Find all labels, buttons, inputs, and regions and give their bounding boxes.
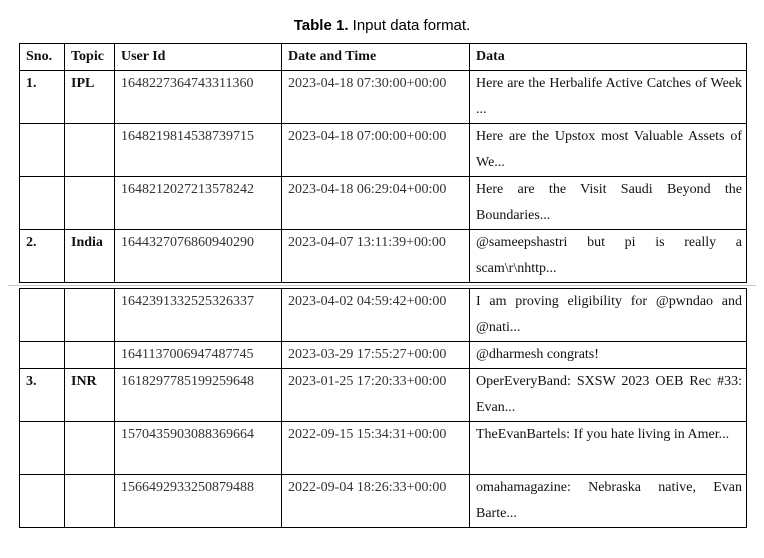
cell-sno bbox=[20, 342, 65, 369]
cell-date-time: 2023-04-18 06:29:04+00:00 bbox=[282, 177, 470, 230]
cell-date-time: 2023-01-25 17:20:33+00:00 bbox=[282, 369, 470, 422]
caption-text: Input data format. bbox=[348, 17, 471, 34]
data-table-part-2 bbox=[19, 288, 747, 528]
cell-date-time: 2023-04-02 04:59:42+00:00 bbox=[282, 289, 470, 342]
table-row bbox=[20, 289, 747, 342]
cell-topic bbox=[65, 475, 115, 528]
header-topic: Topic bbox=[65, 44, 115, 71]
cell-topic bbox=[65, 342, 115, 369]
cell-user-id: 1648212027213578242 bbox=[115, 177, 282, 230]
table-row bbox=[20, 230, 747, 283]
table-row bbox=[20, 124, 747, 177]
cell-sno bbox=[20, 124, 65, 177]
cell-data: @sameepshastri but pi is really a scam\r\nhttp... bbox=[470, 230, 747, 283]
cell-data: omahamagazine: Nebraska native, Evan Barte... bbox=[470, 475, 747, 528]
cell-date-time: 2022-09-04 18:26:33+00:00 bbox=[282, 475, 470, 528]
cell-user-id: 1644327076860940290 bbox=[115, 230, 282, 283]
cell-user-id: 1648219814538739715 bbox=[115, 124, 282, 177]
cell-user-id: 1642391332525326337 bbox=[115, 289, 282, 342]
cell-user-id: 1566492933250879488 bbox=[115, 475, 282, 528]
header-user-id: User Id bbox=[115, 44, 282, 71]
table-caption bbox=[0, 17, 764, 34]
cell-data: @dharmesh congrats! bbox=[470, 342, 747, 369]
cell-sno: 3. bbox=[20, 369, 65, 422]
cell-date-time: 2023-04-18 07:00:00+00:00 bbox=[282, 124, 470, 177]
cell-user-id: 1641137006947487745 bbox=[115, 342, 282, 369]
table-row bbox=[20, 342, 747, 369]
header-data: Data bbox=[470, 44, 747, 71]
cell-date-time: 2023-03-29 17:55:27+00:00 bbox=[282, 342, 470, 369]
cell-topic bbox=[65, 177, 115, 230]
cell-data: Here are the Visit Saudi Beyond the Boundaries... bbox=[470, 177, 747, 230]
cell-topic bbox=[65, 422, 115, 475]
cell-date-time: 2023-04-07 13:11:39+00:00 bbox=[282, 230, 470, 283]
page-divider bbox=[8, 285, 756, 286]
cell-sno bbox=[20, 289, 65, 342]
data-table-part-1 bbox=[19, 43, 747, 283]
table-row bbox=[20, 369, 747, 422]
table-row bbox=[20, 475, 747, 528]
header-date-time: Date and Time bbox=[282, 44, 470, 71]
table-header-row bbox=[20, 44, 747, 71]
cell-data: TheEvanBartels: If you hate living in Amer... bbox=[470, 422, 747, 475]
cell-user-id: 1618297785199259648 bbox=[115, 369, 282, 422]
cell-data: Here are the Herbalife Active Catches of Week ... bbox=[470, 71, 747, 124]
cell-sno bbox=[20, 177, 65, 230]
cell-topic: INR bbox=[65, 369, 115, 422]
cell-user-id: 1570435903088369664 bbox=[115, 422, 282, 475]
cell-date-time: 2022-09-15 15:34:31+00:00 bbox=[282, 422, 470, 475]
cell-data: Here are the Upstox most Valuable Assets of We... bbox=[470, 124, 747, 177]
cell-data: OperEveryBand: SXSW 2023 OEB Rec #33: Evan... bbox=[470, 369, 747, 422]
cell-date-time: 2023-04-18 07:30:00+00:00 bbox=[282, 71, 470, 124]
cell-data: I am proving eligibility for @pwndao and @nati... bbox=[470, 289, 747, 342]
caption-label: Table 1. bbox=[293, 17, 349, 34]
cell-sno: 2. bbox=[20, 230, 65, 283]
cell-sno bbox=[20, 475, 65, 528]
cell-sno bbox=[20, 422, 65, 475]
cell-topic bbox=[65, 289, 115, 342]
table-row bbox=[20, 71, 747, 124]
cell-user-id: 1648227364743311360 bbox=[115, 71, 282, 124]
cell-topic bbox=[65, 124, 115, 177]
cell-sno: 1. bbox=[20, 71, 65, 124]
cell-topic: IPL bbox=[65, 71, 115, 124]
cell-topic: India bbox=[65, 230, 115, 283]
header-sno: Sno. bbox=[20, 44, 65, 71]
table-row bbox=[20, 422, 747, 475]
table-row bbox=[20, 177, 747, 230]
